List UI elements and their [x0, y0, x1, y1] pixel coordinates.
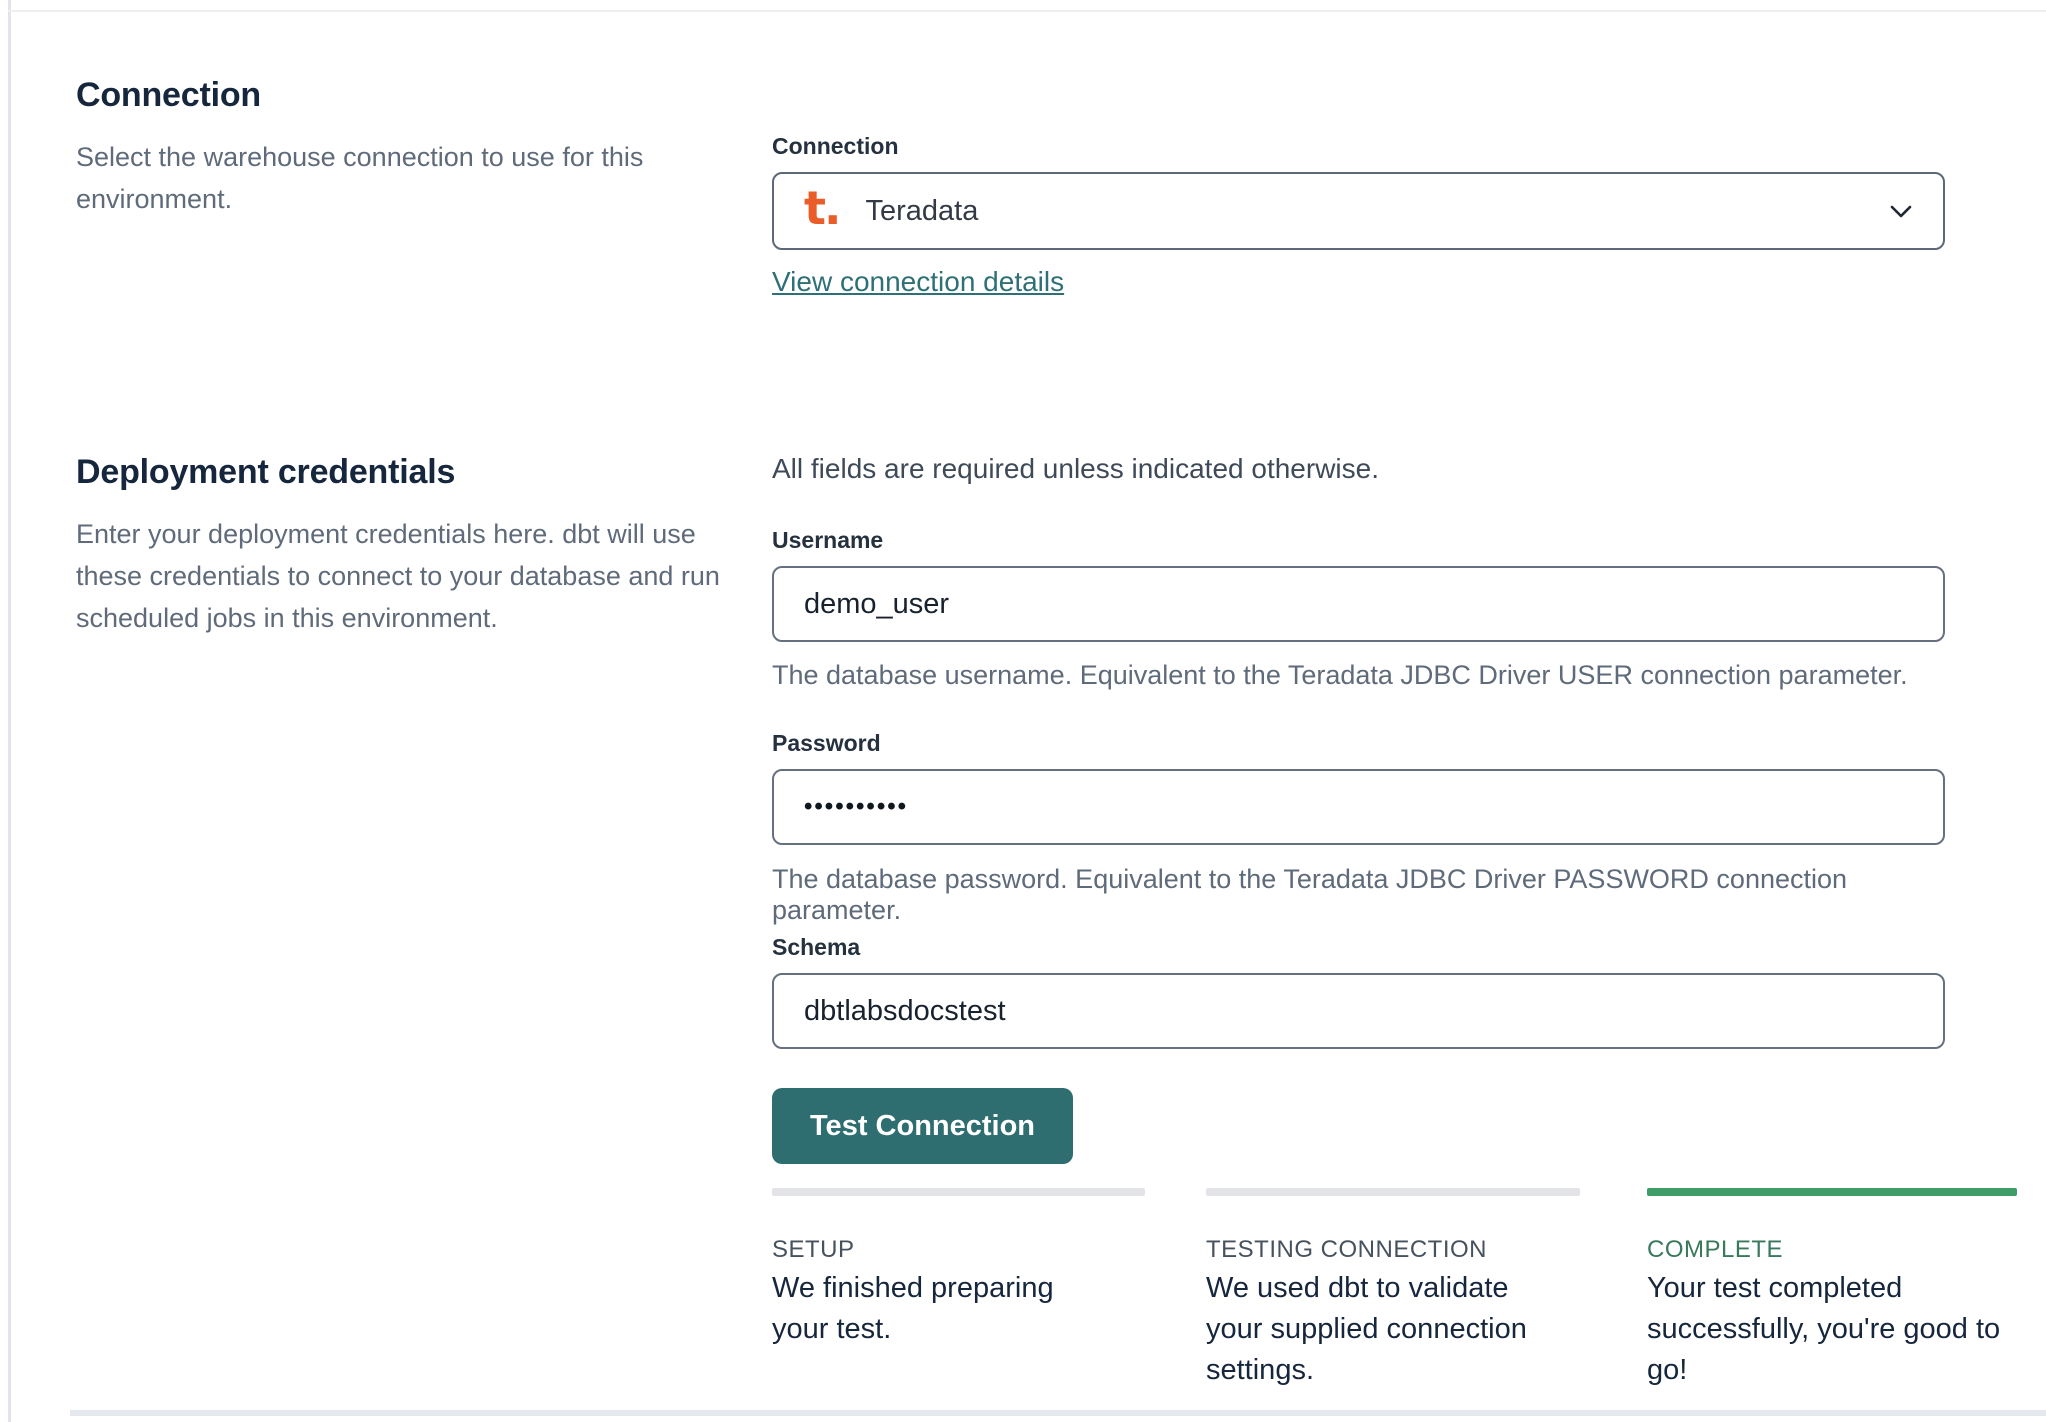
step-label-setup: SETUP	[772, 1236, 855, 1263]
step-label-complete: COMPLETE	[1647, 1236, 1784, 1263]
required-fields-note: All fields are required unless indicated otherwise.	[772, 453, 1379, 484]
password-field[interactable]	[772, 769, 1945, 845]
bottom-divider	[70, 1410, 2046, 1416]
step-bar-setup	[772, 1188, 1145, 1196]
schema-label: Schema	[772, 934, 861, 960]
chevron-down-icon	[1889, 204, 1913, 219]
connection-select[interactable]	[772, 172, 1945, 250]
step-description-setup: We finished preparing your test.	[772, 1272, 1054, 1345]
username-helper-text: The database username. Equivalent to the Teradata JDBC Driver USER connection parameter.	[772, 660, 1908, 690]
left-divider	[8, 0, 11, 1422]
step-description-testing-connection: We used dbt to validate your supplied connection settings.	[1206, 1272, 1527, 1386]
test-connection-button[interactable]: Test Connection	[772, 1088, 1073, 1164]
step-bar-testing-connection	[1206, 1188, 1580, 1196]
password-helper-text: The database password. Equivalent to the Teradata JDBC Driver PASSWORD connection parameter.	[772, 864, 1848, 925]
connection-section-title: Connection	[76, 76, 261, 114]
teradata-logo-icon: t.	[804, 181, 840, 235]
username-label: Username	[772, 527, 884, 553]
password-label: Password	[772, 730, 881, 756]
schema-field[interactable]	[772, 973, 1945, 1049]
view-connection-details-link[interactable]: View connection details	[772, 266, 1065, 297]
connection-section-description: Select the warehouse connection to use for this environment.	[76, 142, 644, 214]
credentials-section-title: Deployment credentials	[76, 453, 456, 491]
top-divider	[8, 10, 2046, 12]
step-description-complete: Your test completed successfully, you're good to go!	[1647, 1272, 2001, 1386]
credentials-section-description: Enter your deployment credentials here. dbt will use these credentials to connect to your database and run scheduled jobs in this environment.	[76, 519, 720, 633]
connection-select-value: Teradata	[865, 194, 979, 227]
step-label-testing-connection: TESTING CONNECTION	[1206, 1236, 1488, 1263]
username-field[interactable]	[772, 566, 1945, 642]
connection-field-label: Connection	[772, 133, 899, 159]
step-bar-complete	[1647, 1188, 2017, 1196]
